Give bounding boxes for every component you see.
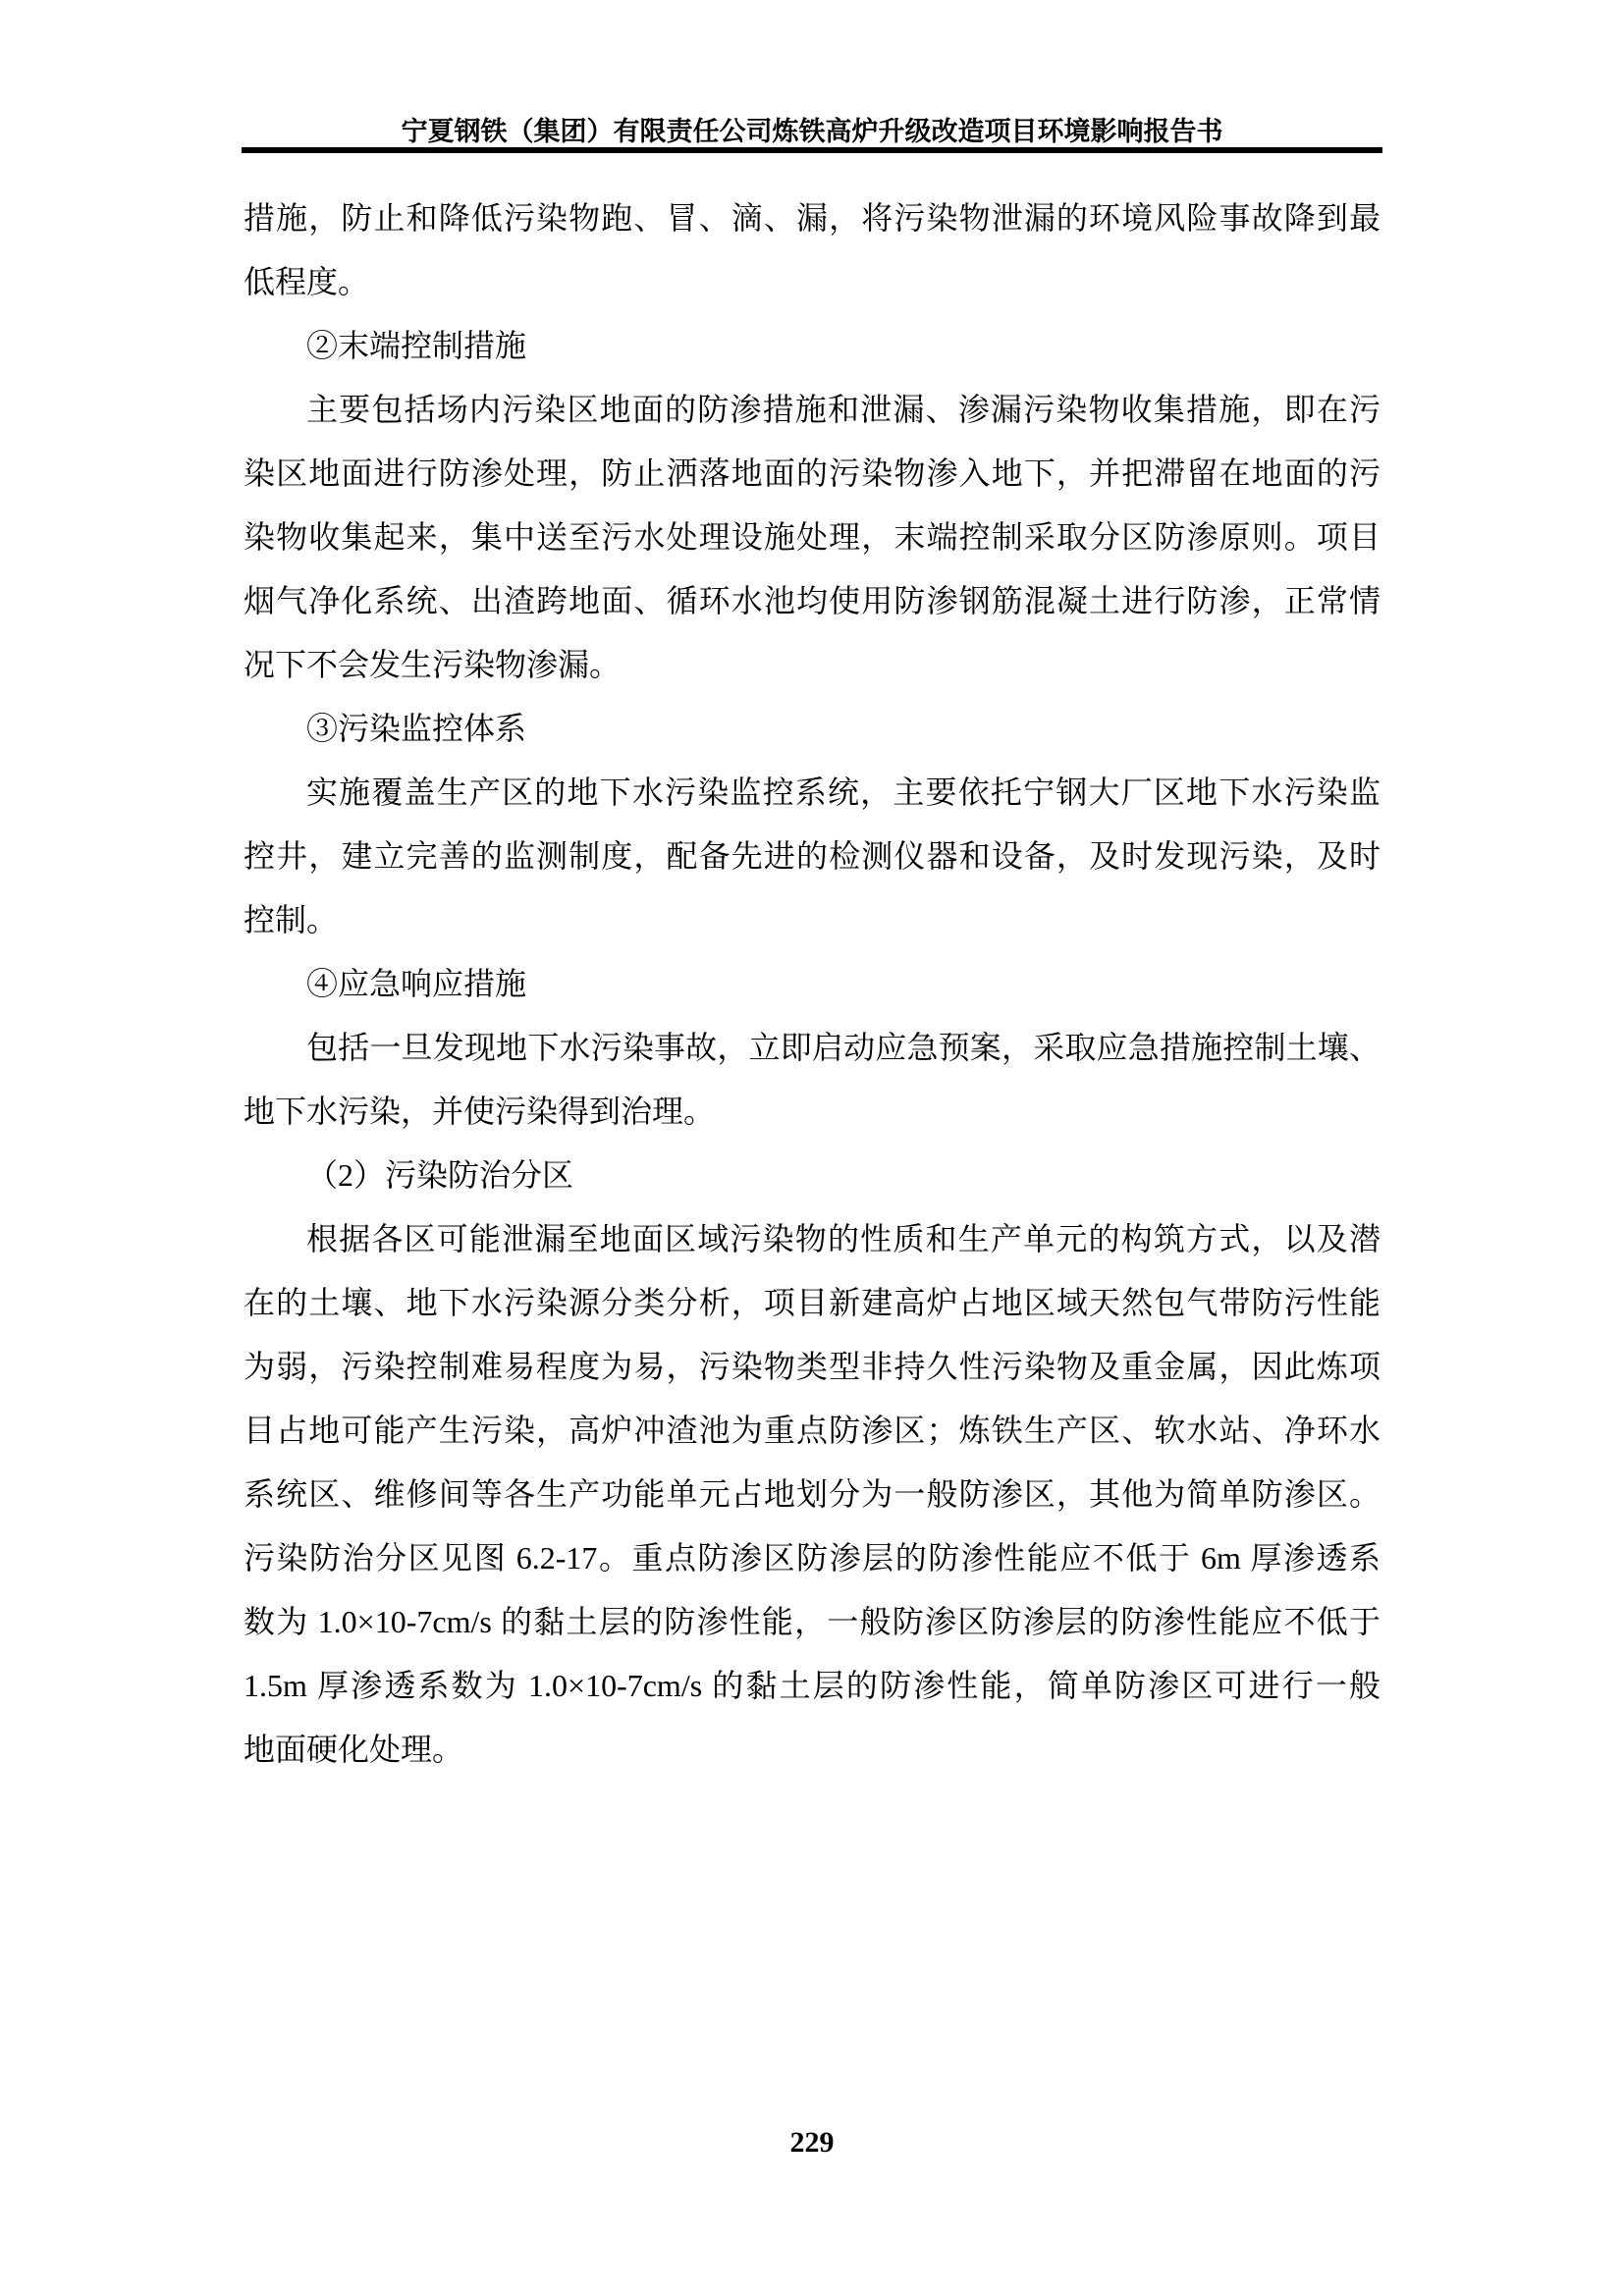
body-line: 低程度。 xyxy=(244,264,370,299)
body-line: 控井，建立完善的监测制度，配备先进的检测仪器和设备，及时发现污染，及时 xyxy=(244,838,1380,874)
body-line: ④应急响应措施 xyxy=(306,966,527,1001)
page-number: 229 xyxy=(789,2126,835,2159)
body-line: 措施，防止和降低污染物跑、冒、滴、漏，将污染物泄漏的环境风险事故降到最 xyxy=(244,200,1380,236)
body-line: 控制。 xyxy=(244,902,339,937)
body-line: 数为 1.0×10-7cm/s 的黏土层的防渗性能，一般防渗区防渗层的防渗性能应不低于 xyxy=(244,1604,1380,1639)
body-line: 目占地可能产生污染，高炉冲渣池为重点防渗区；炼铁生产区、软水站、净环水 xyxy=(244,1413,1380,1448)
header-rule xyxy=(242,147,1382,153)
body-line: 为弱，污染控制难易程度为易，污染物类型非持久性污染物及重金属，因此炼项 xyxy=(244,1349,1380,1384)
body-line: ②末端控制措施 xyxy=(306,328,527,363)
body-line: 染区地面进行防渗处理，防止洒落地面的污染物渗入地下，并把滞留在地面的污 xyxy=(244,455,1380,491)
body-line: 包括一旦发现地下水污染事故，立即启动应急预案，采取应急措施控制土壤、 xyxy=(306,1030,1380,1065)
body-line: 根据各区可能泄漏至地面区域污染物的性质和生产单元的构筑方式，以及潜 xyxy=(306,1221,1380,1256)
body-line: 在的土壤、地下水污染源分类分析，项目新建高炉占地区域天然包气带防污性能 xyxy=(244,1285,1380,1320)
report-header-title: 宁夏钢铁（集团）有限责任公司炼铁高炉升级改造项目环境影响报告书 xyxy=(401,117,1223,146)
body-line: （2）污染防治分区 xyxy=(306,1157,574,1193)
document-body xyxy=(244,187,1380,1782)
body-line: 污染防治分区见图 6.2-17。重点防渗区防渗层的防渗性能应不低于 6m 厚渗透系 xyxy=(244,1540,1380,1575)
body-line: 实施覆盖生产区的地下水污染监控系统，主要依托宁钢大厂区地下水污染监 xyxy=(306,774,1380,810)
body-line: 染物收集起来，集中送至污水处理设施处理，末端控制采取分区防渗原则。项目 xyxy=(244,519,1380,555)
body-line: 地下水污染，并使污染得到治理。 xyxy=(244,1094,716,1129)
body-line: 主要包括场内污染区地面的防渗措施和泄漏、渗漏污染物收集措施，即在污 xyxy=(306,392,1380,427)
body-line: 况下不会发生污染物渗漏。 xyxy=(244,647,622,682)
body-line: 1.5m 厚渗透系数为 1.0×10-7cm/s 的黏土层的防渗性能，简单防渗区可进行一般 xyxy=(244,1668,1380,1703)
body-line: 烟气净化系统、出渣跨地面、循环水池均使用防渗钢筋混凝土进行防渗，正常情 xyxy=(244,583,1380,618)
body-line: 地面硬化处理。 xyxy=(244,1732,464,1767)
body-line: ③污染监控体系 xyxy=(306,711,527,746)
body-line: 系统区、维修间等各生产功能单元占地划分为一般防渗区，其他为简单防渗区。 xyxy=(244,1476,1380,1512)
